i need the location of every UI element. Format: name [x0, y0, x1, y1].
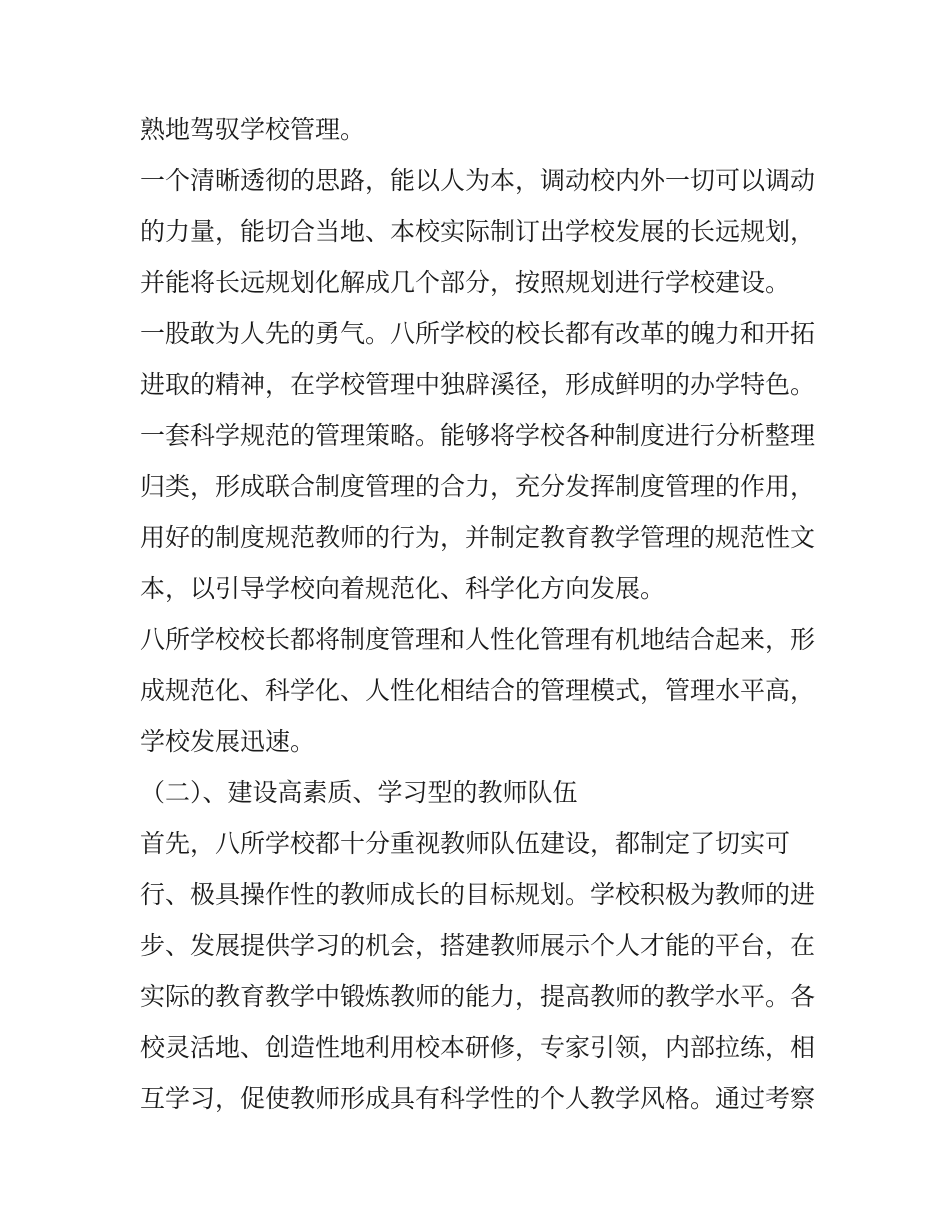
text-line: 的力量，能切合当地、本校实际制订出学校发展的长远规划，: [140, 217, 816, 246]
text-line: 八所学校校长都将制度管理和人性化管理有机地结合起来，形: [140, 625, 816, 654]
text-line: 行、极具操作性的教师成长的目标规划。学校积极为教师的进: [140, 880, 816, 909]
text-line: 首先，八所学校都十分重视教师队伍建设，都制定了切实可: [140, 829, 791, 858]
text-line: 进取的精神，在学校管理中独辟溪径，形成鲜明的办学特色。: [140, 370, 816, 399]
text-line: 本，以引导学校向着规范化、科学化方向发展。: [140, 574, 666, 603]
text-line: 一套科学规范的管理策略。能够将学校各种制度进行分析整理: [140, 421, 816, 450]
text-line: 熟地驾驭学校管理。: [140, 115, 366, 144]
text-line: 一个清晰透彻的思路，能以人为本，调动校内外一切可以调动: [140, 166, 816, 195]
text-line: 校灵活地、创造性地利用校本研修，专家引领，内部拉练，相: [140, 1033, 816, 1062]
text-line: 互学习，促使教师形成具有科学性的个人教学风格。通过考察: [140, 1084, 816, 1113]
text-line: 并能将长远规划化解成几个部分，按照规划进行学校建设。: [140, 268, 791, 297]
text-line: 归类，形成联合制度管理的合力，充分发挥制度管理的作用，: [140, 472, 816, 501]
text-line: 学校发展迅速。: [140, 727, 316, 756]
body-text: [140, 104, 820, 1124]
text-line: 一股敢为人先的勇气。八所学校的校长都有改革的魄力和开拓: [140, 319, 816, 348]
text-line: 步、发展提供学习的机会，搭建教师展示个人才能的平台，在: [140, 931, 816, 960]
text-line: 实际的教育教学中锻炼教师的能力，提高教师的教学水平。各: [140, 982, 816, 1011]
section-heading: （二）、建设高素质、学习型的教师队伍: [140, 778, 578, 807]
text-line: 用好的制度规范教师的行为，并制定教育教学管理的规范性文: [140, 523, 816, 552]
text-line: 成规范化、科学化、人性化相结合的管理模式，管理水平高，: [140, 676, 816, 705]
